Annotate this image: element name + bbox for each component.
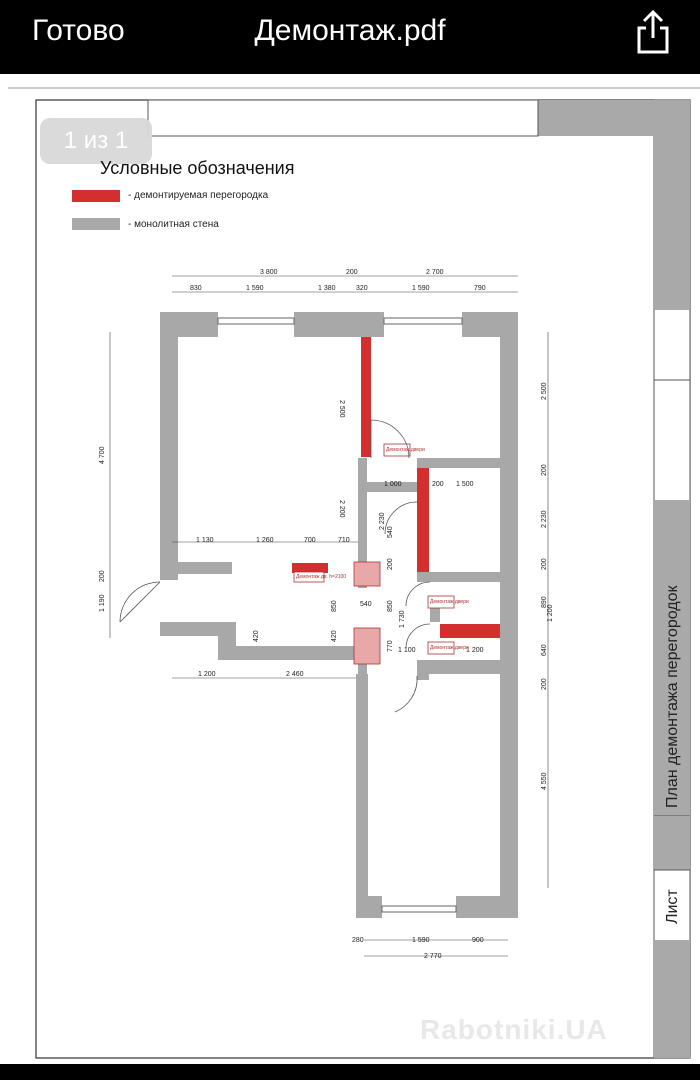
- dim-text: 1 590: [412, 285, 430, 292]
- bottom-bar: [0, 1064, 700, 1080]
- dim-text: 2 500: [541, 382, 548, 400]
- dim-text: 2 200: [338, 500, 345, 518]
- dim-text: 540: [387, 526, 394, 538]
- dim-text: 2 500: [338, 400, 345, 418]
- dim-text: 1 590: [246, 285, 264, 292]
- dim-text: 200: [387, 558, 394, 570]
- dim-text: 2 230: [379, 512, 386, 530]
- dim-text: 3 800: [260, 269, 278, 276]
- pdf-page[interactable]: [0, 74, 700, 1064]
- note-text: Демонтаж двери: [430, 599, 469, 605]
- dim-text: 200: [541, 558, 548, 570]
- dim-text: 200: [99, 570, 106, 582]
- top-toolbar: [0, 0, 700, 72]
- dim-text: 830: [190, 285, 202, 292]
- dim-text: 1 200: [547, 604, 554, 622]
- dim-text: 1 190: [99, 594, 106, 612]
- dim-text: 900: [472, 937, 484, 944]
- dim-text: 640: [541, 644, 548, 656]
- legend-title: Условные обозначения: [100, 158, 295, 178]
- dim-text: 540: [360, 601, 372, 608]
- dim-text: 850: [331, 600, 338, 612]
- dim-text: 200: [541, 464, 548, 476]
- dim-text: 700: [304, 537, 316, 544]
- dim-text: 1 000: [384, 481, 402, 488]
- watermark-logo: Rabotniki.UA: [420, 1014, 608, 1045]
- dim-text: 320: [356, 285, 368, 292]
- share-icon[interactable]: [630, 6, 676, 56]
- dim-text: 1 380: [318, 285, 336, 292]
- sheet-title: План демонтажа перегородок: [664, 585, 681, 808]
- document-title: Демонтаж.pdf: [254, 14, 446, 47]
- dim-text: 890: [541, 596, 548, 608]
- dim-text: 710: [338, 537, 350, 544]
- dim-text: 850: [387, 600, 394, 612]
- dim-text: 2 770: [424, 953, 442, 960]
- dim-text: 770: [387, 640, 394, 652]
- dim-text: 420: [253, 630, 260, 642]
- done-button[interactable]: Готово: [32, 14, 125, 47]
- dim-text: 1 730: [399, 610, 406, 628]
- dim-text: 1 100: [398, 647, 416, 654]
- dim-text: 1 260: [256, 537, 274, 544]
- dim-text: 1 130: [196, 537, 214, 544]
- legend-item-demolish: - демонтируемая перегородка: [128, 190, 269, 201]
- dim-text: 1 200: [466, 647, 484, 654]
- dim-text: 2 460: [286, 671, 304, 678]
- dim-text: 200: [541, 678, 548, 690]
- dim-text: 1 500: [456, 481, 474, 488]
- dim-text: 280: [352, 937, 364, 944]
- note-text: Демонтаж дв. h=2100: [296, 574, 347, 580]
- legend-item-wall: - монолитная стена: [128, 219, 219, 230]
- note-text: Демонтаж двери: [430, 645, 469, 651]
- dim-text: 200: [432, 481, 444, 488]
- sheet-label: Лист: [664, 889, 681, 924]
- page-indicator: 1 из 1: [40, 118, 152, 164]
- dim-text: 790: [474, 285, 486, 292]
- dim-text: 420: [331, 630, 338, 642]
- dimension-labels: [0, 74, 700, 1064]
- note-text: Демонтаж двери: [386, 447, 425, 453]
- dim-text: 200: [346, 269, 358, 276]
- dim-text: 2 700: [426, 269, 444, 276]
- dim-text: 4 550: [541, 772, 548, 790]
- dim-text: 1 200: [198, 671, 216, 678]
- dim-text: 2 230: [541, 510, 548, 528]
- dim-text: 1 590: [412, 937, 430, 944]
- dim-text: 4 700: [99, 446, 106, 464]
